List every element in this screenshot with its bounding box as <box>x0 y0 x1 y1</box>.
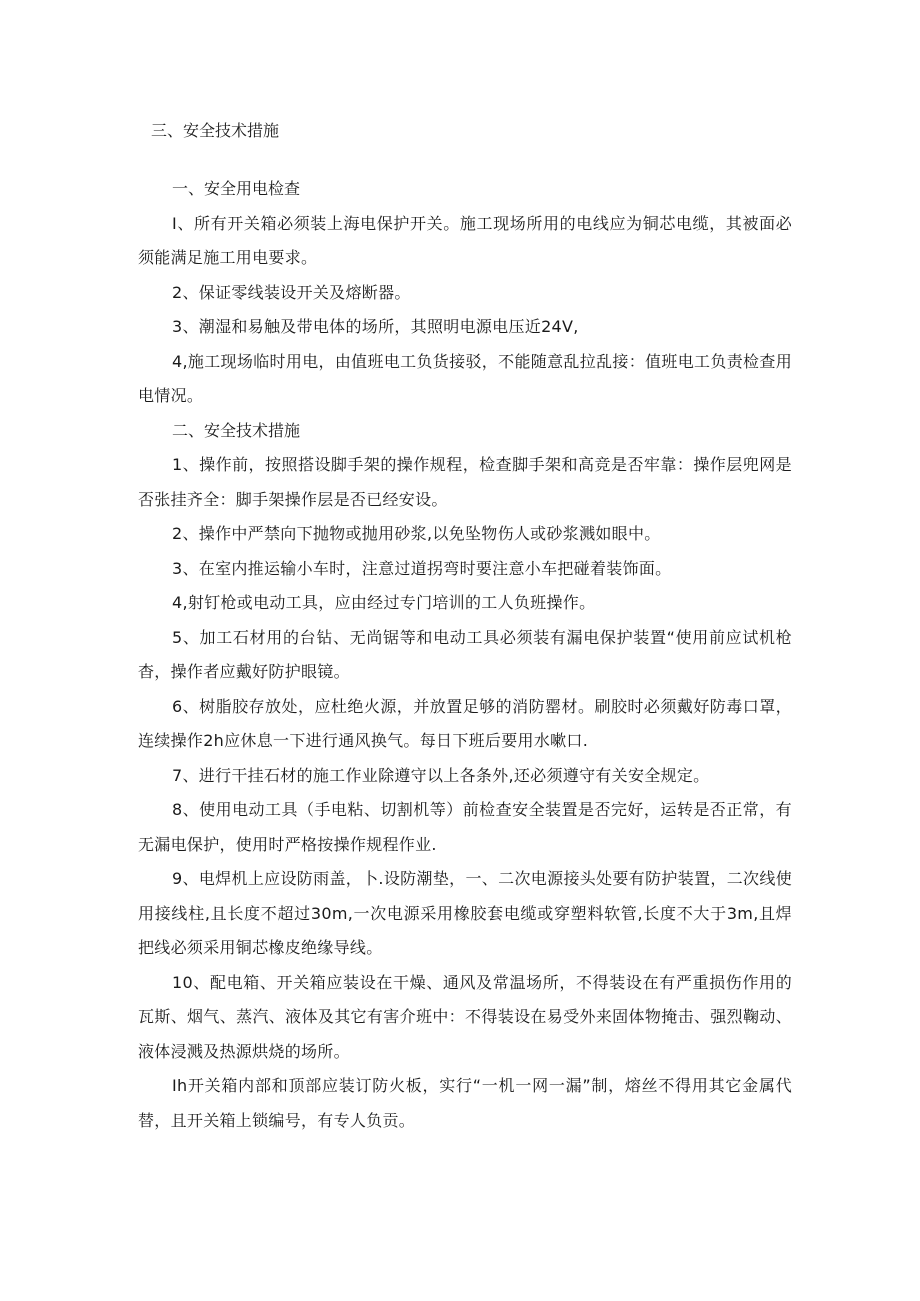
paragraph-2-8: 8、使用电动工具（手电粘、切割机等）前检查安全装置是否完好，运转是否正常，有无漏电保护，使用时严格按操作规程作业. <box>138 800 792 854</box>
document-body <box>138 172 792 1138</box>
section-heading-technical-measures: 二、安全技术措施 <box>172 420 301 440</box>
paragraph-2-11: Ih开关箱内部和顶部应装订防火板，实行“一机一网一漏”制，熔丝不得用其它金属代替，且开关箱上锁编号，有专人负贡。 <box>138 1076 792 1130</box>
paragraph-1-2: 2、保证零线装设开关及熔断器。 <box>172 282 411 302</box>
paragraph-1-4: 4,施工现场临时用电，由值班电工负货接驳，不能随意乱拉乱接：值班电工负责检查用电情况。 <box>138 351 792 405</box>
paragraph-2-10: 10、配电箱、开关箱应装设在干燥、通风及常温场所，不得装设在有严重损伤作用的瓦斯、烟气、蒸汽、液体及其它有害介班中：不得装设在易受外来固体物掩击、强烈鞠动、液体浸溅及热源烘烧的场所。 <box>138 972 792 1061</box>
section-heading-electrical-safety: 一、安全用电检查 <box>172 179 301 198</box>
paragraph-2-6: 6、树脂胶存放处，应杜绝火源，并放置足够的消防罂材。刷胶时必须戴好防毒口罩，连续操作2h应休息一下进行通风换气。每日下班后要用水嗽口. <box>138 696 792 750</box>
paragraph-2-2: 2、操作中严禁向下抛物或抛用砂浆,以免坠物伤人或砂浆溅如眼中。 <box>172 524 661 543</box>
document-title: 三、安全技术措施 <box>151 121 280 140</box>
paragraph-2-3: 3、在室内推运输小车时，注意过道拐弯时要注意小车把碰着装饰面。 <box>172 558 672 578</box>
paragraph-2-4: 4,射钉枪或电动工具，应由经过专门培训的工人负班操作。 <box>172 593 596 612</box>
paragraph-2-5: 5、加工石材用的台钻、无尚锯等和电动工具必须装有漏电保护装置“使用前应试机枪杳，操作者应戴好防护眼镜。 <box>138 627 792 681</box>
paragraph-2-9: 9、电焊机上应设防雨盖，卜.设防潮垫，一、二次电源接头处要有防护装置，二次线使用接线柱,且长度不超过30m,一次电源采用橡胶套电缆或穿塑料软管,长度不大于3m,且焊把线必须采用铜芯橡皮绝缘导线。 <box>138 869 792 957</box>
paragraph-2-1: 1、操作前，按照搭设脚手架的操作规程，检查脚手架和高竞是否牢靠：操作层兜网是否张挂齐全：脚手架操作层是否已经安设。 <box>138 455 792 509</box>
paragraph-1-3: 3、潮湿和易触及带电体的场所，其照明电源电压近24V, <box>172 317 579 336</box>
paragraph-2-7: 7、进行干挂石材的施工作业除遵守以上各条外,还必须遵守有关安全规定。 <box>172 765 710 785</box>
paragraph-1-1: I、所有开关箱必须装上海电保护开关。施工现场所用的电线应为铜芯电缆，其被面必须能满足施工用电要求。 <box>138 213 792 267</box>
